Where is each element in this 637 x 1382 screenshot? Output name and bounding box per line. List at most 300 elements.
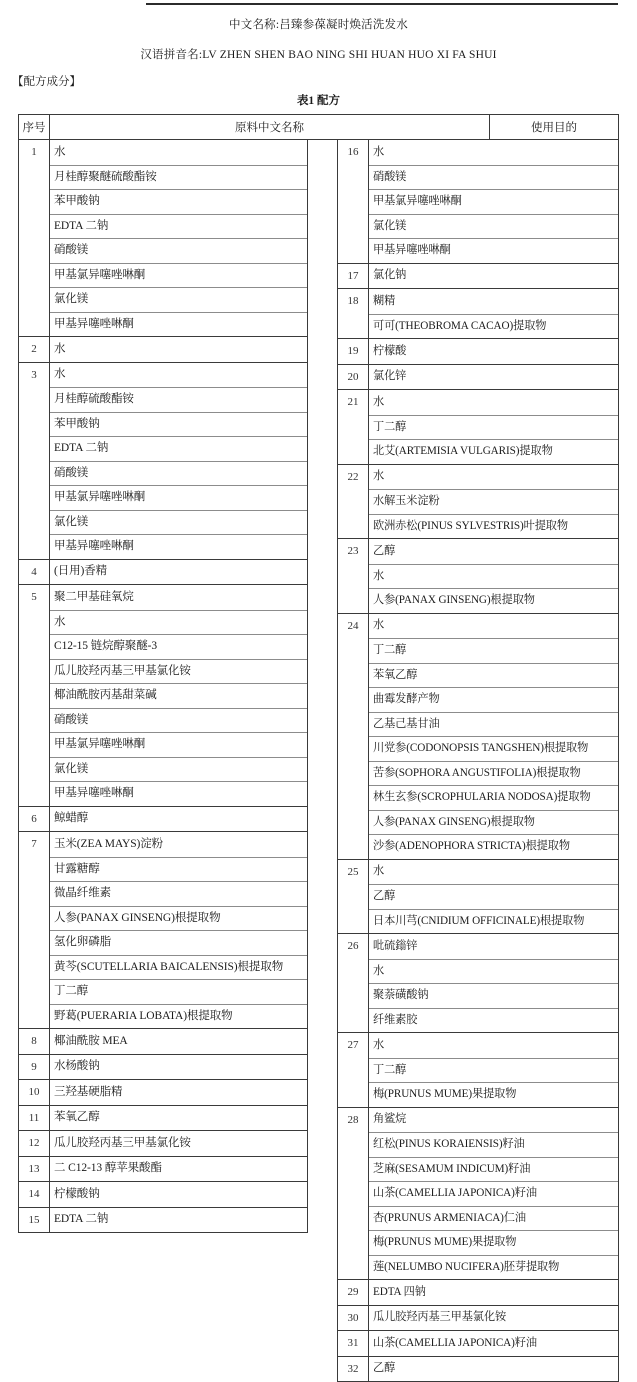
ingredient-group (338, 288, 618, 338)
cell-sequence-number: 14 (28, 1188, 40, 1201)
cell-ingredient-name: 硝酸镁 (49, 461, 307, 486)
cell-ingredient-name: 可可(THEOBROMA CACAO)提取物 (368, 314, 618, 339)
table-row (19, 1029, 307, 1054)
cell-ingredient-name: 黄芩(SCUTELLARIA BAICALENSIS)根提取物 (49, 955, 307, 980)
cell-sequence-number (338, 663, 368, 688)
cell-sequence-number (19, 659, 49, 684)
table-row (338, 390, 618, 415)
table-row (19, 683, 307, 708)
cell-sequence-number (338, 736, 368, 761)
ingredient-group (19, 362, 307, 559)
table-row (19, 387, 307, 412)
table-row (19, 312, 307, 337)
cell-ingredient-name: 沙参(ADENOPHORA STRICTA)根提取物 (368, 834, 618, 859)
cell-sequence-number (338, 1181, 368, 1206)
ingredient-group (19, 1105, 307, 1131)
ingredient-group (338, 389, 618, 464)
cell-ingredient-name: 水 (49, 363, 307, 388)
ingredient-group (19, 1130, 307, 1156)
table-row (19, 708, 307, 733)
ingredient-group (338, 1279, 618, 1305)
cell-ingredient-name: 甲基异噻唑啉酮 (49, 781, 307, 806)
cell-ingredient-name: 苯甲酸钠 (49, 189, 307, 214)
table-row (338, 415, 618, 440)
cell-sequence-number (19, 683, 49, 708)
cell-ingredient-name: (日用)香精 (49, 560, 307, 585)
ingredient-group (338, 1356, 618, 1382)
cell-ingredient-name: 水杨酸钠 (49, 1055, 307, 1080)
cell-ingredient-name: EDTA 二钠 (49, 214, 307, 239)
cell-sequence-number: 23 (347, 545, 359, 558)
cell-ingredient-name: 氢化卵磷脂 (49, 930, 307, 955)
table-row (19, 659, 307, 684)
cell-sequence-number (338, 909, 368, 934)
cell-ingredient-name: 甘露糖醇 (49, 857, 307, 882)
ingredient-table-left-column (18, 140, 308, 1233)
cell-ingredient-name: 甲基氯异噻唑啉酮 (49, 485, 307, 510)
cell-sequence-number (338, 785, 368, 810)
cell-sequence-number (338, 1082, 368, 1107)
ingredient-group (338, 464, 618, 539)
cell-sequence-number (19, 436, 49, 461)
cell-ingredient-name: 乙醇 (368, 539, 618, 564)
table-row (338, 1008, 618, 1033)
cell-ingredient-name: 日本川芎(CNIDIUM OFFICINALE)根提取物 (368, 909, 618, 934)
cell-sequence-number (19, 881, 49, 906)
table-row (19, 906, 307, 931)
cell-ingredient-name: 椰油酰胺 MEA (49, 1029, 307, 1054)
cell-sequence-number (19, 930, 49, 955)
table-row (338, 1082, 618, 1107)
table-row (19, 214, 307, 239)
ingredient-group (19, 1156, 307, 1182)
ingredient-group (19, 1079, 307, 1105)
ingredient-group (19, 1028, 307, 1054)
table-row (338, 1206, 618, 1231)
table-row (19, 165, 307, 190)
cell-sequence-number: 6 (31, 812, 37, 825)
cell-ingredient-name: 角鲨烷 (368, 1108, 618, 1133)
cell-sequence-number: 1 (31, 146, 37, 159)
table-row (338, 1157, 618, 1182)
cell-ingredient-name: 水解玉米淀粉 (368, 489, 618, 514)
cell-sequence-number: 13 (28, 1162, 40, 1175)
cell-ingredient-name: 山茶(CAMELLIA JAPONICA)籽油 (368, 1181, 618, 1206)
table-row (338, 314, 618, 339)
cell-sequence-number (19, 955, 49, 980)
table-row (338, 165, 618, 190)
cell-ingredient-name: 氯化镁 (368, 214, 618, 239)
cell-sequence-number (338, 564, 368, 589)
column-header-purpose: 使用目的 (531, 122, 577, 134)
cell-ingredient-name: 丁二醇 (368, 415, 618, 440)
cell-sequence-number (19, 412, 49, 437)
header-divider-rule (146, 3, 618, 5)
cell-ingredient-name: 乙醇 (368, 884, 618, 909)
table-row (338, 238, 618, 263)
cell-sequence-number (338, 1132, 368, 1157)
cell-ingredient-name: 苦参(SOPHORA ANGUSTIFOLIA)根提取物 (368, 761, 618, 786)
cell-ingredient-name: 红松(PINUS KORAIENSIS)籽油 (368, 1132, 618, 1157)
cell-sequence-number (338, 1230, 368, 1255)
table-row (19, 560, 307, 585)
table-row (338, 810, 618, 835)
table-row (338, 1108, 618, 1133)
cell-ingredient-name: 水 (368, 564, 618, 589)
cell-ingredient-name: 苯氧乙醇 (368, 663, 618, 688)
cell-ingredient-name: 杏(PRUNUS ARMENIACA)仁油 (368, 1206, 618, 1231)
cell-ingredient-name: 氯化锌 (368, 365, 618, 390)
table-row (338, 465, 618, 490)
table-row (338, 884, 618, 909)
cell-sequence-number (19, 510, 49, 535)
cell-sequence-number: 18 (347, 295, 359, 308)
table-row (338, 983, 618, 1008)
table-row (19, 832, 307, 857)
cell-ingredient-name: 野葛(PUERARIA LOBATA)根提取物 (49, 1004, 307, 1029)
cell-ingredient-name: 水 (368, 860, 618, 885)
cell-ingredient-name: 微晶纤维素 (49, 881, 307, 906)
cell-sequence-number (338, 1008, 368, 1033)
cell-sequence-number: 21 (347, 396, 359, 409)
cell-sequence-number: 7 (31, 838, 37, 851)
cell-sequence-number: 20 (347, 370, 359, 383)
table-row (19, 585, 307, 610)
table-row (338, 365, 618, 390)
cell-ingredient-name: 氯化镁 (49, 757, 307, 782)
table-row (19, 263, 307, 288)
table-row (338, 834, 618, 859)
cell-sequence-number: 22 (347, 470, 359, 483)
cell-sequence-number (338, 1255, 368, 1280)
cell-sequence-number (338, 489, 368, 514)
ingredient-group (19, 1181, 307, 1207)
cell-ingredient-name: 丁二醇 (49, 979, 307, 1004)
cell-sequence-number (338, 959, 368, 984)
table-row (19, 485, 307, 510)
cell-ingredient-name: 硝酸镁 (368, 165, 618, 190)
cell-sequence-number (338, 214, 368, 239)
table-row (338, 214, 618, 239)
cell-ingredient-name: 柠檬酸 (368, 339, 618, 364)
cell-sequence-number: 5 (31, 591, 37, 604)
cell-ingredient-name: 玉米(ZEA MAYS)淀粉 (49, 832, 307, 857)
cell-ingredient-name: 丁二醇 (368, 1058, 618, 1083)
table-row (338, 614, 618, 639)
ingredient-group (338, 364, 618, 390)
cell-sequence-number: 8 (31, 1035, 37, 1048)
table-row (338, 539, 618, 564)
cell-ingredient-name: 芝麻(SESAMUM INDICUM)籽油 (368, 1157, 618, 1182)
cell-sequence-number (19, 979, 49, 1004)
table-row (338, 514, 618, 539)
cell-sequence-number (338, 983, 368, 1008)
cell-sequence-number (338, 810, 368, 835)
cell-sequence-number (19, 906, 49, 931)
cell-ingredient-name: 梅(PRUNUS MUME)果提取物 (368, 1230, 618, 1255)
table-row (19, 1106, 307, 1131)
table-row (19, 1157, 307, 1182)
column-header-ingredient-name: 原料中文名称 (50, 115, 490, 139)
table-row (19, 461, 307, 486)
cell-sequence-number (338, 884, 368, 909)
cell-ingredient-name: 聚萘磺酸钠 (368, 983, 618, 1008)
ingredient-group (338, 859, 618, 934)
cell-sequence-number: 29 (347, 1286, 359, 1299)
cell-ingredient-name: 月桂醇硫酸酯铵 (49, 387, 307, 412)
cell-ingredient-name: 水 (49, 610, 307, 635)
cell-ingredient-name: 氯化钠 (368, 264, 618, 289)
cell-ingredient-name: 山茶(CAMELLIA JAPONICA)籽油 (368, 1331, 618, 1356)
cell-sequence-number (338, 514, 368, 539)
table-row (338, 1132, 618, 1157)
cell-ingredient-name: 纤维素胶 (368, 1008, 618, 1033)
cell-ingredient-name: 甲基异噻唑啉酮 (49, 534, 307, 559)
table-row (338, 140, 618, 165)
table-row (19, 955, 307, 980)
cell-sequence-number: 4 (31, 565, 37, 578)
table-row (338, 1058, 618, 1083)
ingredient-group (338, 338, 618, 364)
cell-sequence-number (338, 415, 368, 440)
section-heading-formula-ingredients: 【配方成分】 (12, 76, 81, 88)
table-header-row (18, 114, 619, 140)
cell-ingredient-name: 水 (368, 465, 618, 490)
cell-ingredient-name: 鲸蜡醇 (49, 807, 307, 832)
cell-ingredient-name: 林生玄参(SCROPHULARIA NODOSA)提取物 (368, 785, 618, 810)
cell-ingredient-name: 二 C12-13 醇苹果酸酯 (49, 1157, 307, 1182)
cell-ingredient-name: EDTA 四钠 (368, 1280, 618, 1305)
cell-ingredient-name: 水 (368, 390, 618, 415)
table-row (19, 757, 307, 782)
table-row (338, 934, 618, 959)
cell-ingredient-name: 梅(PRUNUS MUME)果提取物 (368, 1082, 618, 1107)
cell-sequence-number: 25 (347, 865, 359, 878)
table-row (338, 1306, 618, 1331)
cell-sequence-number (19, 610, 49, 635)
cell-sequence-number: 2 (31, 343, 37, 356)
table-row (338, 860, 618, 885)
ingredient-group (19, 559, 307, 585)
cell-sequence-number: 28 (347, 1113, 359, 1126)
cell-ingredient-name: 柠檬酸钠 (49, 1182, 307, 1207)
table-row (19, 979, 307, 1004)
cell-ingredient-name: 糊精 (368, 289, 618, 314)
table-row (338, 712, 618, 737)
table-row (338, 339, 618, 364)
cell-sequence-number (19, 287, 49, 312)
table-row (19, 634, 307, 659)
cell-sequence-number (338, 588, 368, 613)
cell-ingredient-name: C12-15 链烷醇聚醚-3 (49, 634, 307, 659)
cell-ingredient-name: EDTA 二钠 (49, 436, 307, 461)
cell-sequence-number: 27 (347, 1039, 359, 1052)
cell-sequence-number (19, 165, 49, 190)
cell-ingredient-name: 人参(PANAX GINSENG)根提取物 (368, 588, 618, 613)
table-row (338, 189, 618, 214)
table-row (338, 1331, 618, 1356)
cell-sequence-number (19, 189, 49, 214)
table-row (19, 930, 307, 955)
cell-ingredient-name: 甲基氯异噻唑啉酮 (368, 189, 618, 214)
cell-sequence-number (19, 732, 49, 757)
table-row (19, 1055, 307, 1080)
cell-sequence-number (19, 857, 49, 882)
table-row (19, 287, 307, 312)
cell-ingredient-name: 乙醇 (368, 1357, 618, 1382)
table-row (19, 881, 307, 906)
cell-sequence-number (19, 238, 49, 263)
cell-ingredient-name: 水 (368, 614, 618, 639)
table-row (338, 1181, 618, 1206)
table-row (19, 1080, 307, 1105)
ingredient-group (338, 1330, 618, 1356)
table-row (19, 189, 307, 214)
cell-ingredient-name: 甲基氯异噻唑啉酮 (49, 732, 307, 757)
cell-ingredient-name: 氯化镁 (49, 287, 307, 312)
table-row (338, 1357, 618, 1382)
cell-ingredient-name: 人参(PANAX GINSENG)根提取物 (368, 810, 618, 835)
table-row (338, 761, 618, 786)
cell-sequence-number: 31 (347, 1337, 359, 1350)
cell-ingredient-name: 硝酸镁 (49, 238, 307, 263)
cell-ingredient-name: 欧洲赤松(PINUS SYLVESTRIS)叶提取物 (368, 514, 618, 539)
cell-ingredient-name: 瓜儿胶羟丙基三甲基氯化铵 (49, 659, 307, 684)
table-row (19, 140, 307, 165)
table-row (19, 857, 307, 882)
cell-sequence-number (19, 214, 49, 239)
cell-sequence-number: 32 (347, 1362, 359, 1375)
cell-ingredient-name: 瓜儿胶羟丙基三甲基氯化铵 (49, 1131, 307, 1156)
table-row (19, 534, 307, 559)
table-row (338, 489, 618, 514)
cell-sequence-number (338, 189, 368, 214)
ingredient-group (19, 584, 307, 806)
cell-ingredient-name: 聚二甲基硅氧烷 (49, 585, 307, 610)
table-row (338, 1255, 618, 1280)
cell-ingredient-name: 瓜儿胶羟丙基三甲基氯化铵 (368, 1306, 618, 1331)
table-row (338, 909, 618, 934)
cell-ingredient-name: 人参(PANAX GINSENG)根提取物 (49, 906, 307, 931)
cell-sequence-number (19, 634, 49, 659)
cell-sequence-number (19, 485, 49, 510)
table-row (19, 238, 307, 263)
cell-sequence-number (19, 1004, 49, 1029)
cell-sequence-number (338, 761, 368, 786)
table-row (19, 732, 307, 757)
cell-sequence-number: 10 (28, 1086, 40, 1099)
table-row (338, 439, 618, 464)
cell-sequence-number (19, 781, 49, 806)
table-row (338, 663, 618, 688)
ingredient-group (19, 336, 307, 362)
table-row (338, 1280, 618, 1305)
cell-sequence-number: 9 (31, 1060, 37, 1073)
cell-sequence-number: 16 (347, 146, 359, 159)
table-row (19, 1131, 307, 1156)
ingredient-group (338, 538, 618, 613)
column-header-seq: 序号 (19, 115, 50, 139)
cell-sequence-number (338, 834, 368, 859)
ingredient-group (19, 806, 307, 832)
table-row (19, 610, 307, 635)
table-row (19, 337, 307, 362)
cell-sequence-number (338, 439, 368, 464)
cell-ingredient-name: 甲基异噻唑啉酮 (368, 238, 618, 263)
cell-ingredient-name: 吡硫鎓锌 (368, 934, 618, 959)
ingredient-group (338, 1107, 618, 1280)
cell-ingredient-name: 水 (368, 1033, 618, 1058)
cell-ingredient-name: 椰油酰胺丙基甜菜碱 (49, 683, 307, 708)
cell-ingredient-name: 苯氧乙醇 (49, 1106, 307, 1131)
table-row (338, 588, 618, 613)
cell-ingredient-name: 氯化镁 (49, 510, 307, 535)
cell-ingredient-name: 水 (49, 337, 307, 362)
table-caption: 表1 配方 (296, 95, 341, 107)
table-row (338, 1230, 618, 1255)
table-row (338, 264, 618, 289)
cell-sequence-number (338, 687, 368, 712)
cell-sequence-number: 24 (347, 619, 359, 632)
cell-ingredient-name: 水 (49, 140, 307, 165)
ingredient-group (19, 1207, 307, 1233)
cell-ingredient-name: 三羟基硬脂精 (49, 1080, 307, 1105)
cell-sequence-number (19, 708, 49, 733)
ingredient-group (19, 831, 307, 1028)
cell-sequence-number (338, 1058, 368, 1083)
cell-ingredient-name: 水 (368, 140, 618, 165)
ingredient-group (19, 1054, 307, 1080)
table-row (338, 289, 618, 314)
ingredient-group (338, 1032, 618, 1107)
cell-ingredient-name: 水 (368, 959, 618, 984)
table-row (338, 959, 618, 984)
cell-sequence-number (338, 1206, 368, 1231)
cell-sequence-number (338, 638, 368, 663)
ingredient-group (338, 263, 618, 289)
cell-ingredient-name: 北艾(ARTEMISIA VULGARIS)提取物 (368, 439, 618, 464)
cell-sequence-number (338, 712, 368, 737)
pinyin-product-name: 汉语拼音名:LV ZHEN SHEN BAO NING SHI HUAN HUO XI FA SHUI (140, 49, 497, 61)
cell-ingredient-name: 曲霉发酵产物 (368, 687, 618, 712)
table-row (19, 1182, 307, 1207)
cell-sequence-number: 26 (347, 940, 359, 953)
table-row (19, 781, 307, 806)
chinese-product-name: 中文名称:吕臻参葆凝时焕活洗发水 (229, 19, 408, 31)
ingredient-group (338, 140, 618, 263)
cell-sequence-number (19, 312, 49, 337)
cell-sequence-number (19, 757, 49, 782)
cell-sequence-number: 17 (347, 269, 359, 282)
ingredient-group (19, 140, 307, 336)
cell-sequence-number (19, 534, 49, 559)
ingredient-group (338, 613, 618, 859)
cell-sequence-number (19, 263, 49, 288)
cell-sequence-number: 3 (31, 368, 37, 381)
cell-sequence-number (338, 314, 368, 339)
cell-ingredient-name: 川党参(CODONOPSIS TANGSHEN)根提取物 (368, 736, 618, 761)
cell-ingredient-name: 甲基氯异噻唑啉酮 (49, 263, 307, 288)
cell-ingredient-name: 丁二醇 (368, 638, 618, 663)
table-row (19, 436, 307, 461)
cell-sequence-number: 19 (347, 345, 359, 358)
table-row (19, 807, 307, 832)
cell-ingredient-name: 甲基异噻唑啉酮 (49, 312, 307, 337)
cell-sequence-number (338, 1157, 368, 1182)
cell-sequence-number (19, 461, 49, 486)
table-row (19, 1208, 307, 1233)
table-row (19, 1004, 307, 1029)
